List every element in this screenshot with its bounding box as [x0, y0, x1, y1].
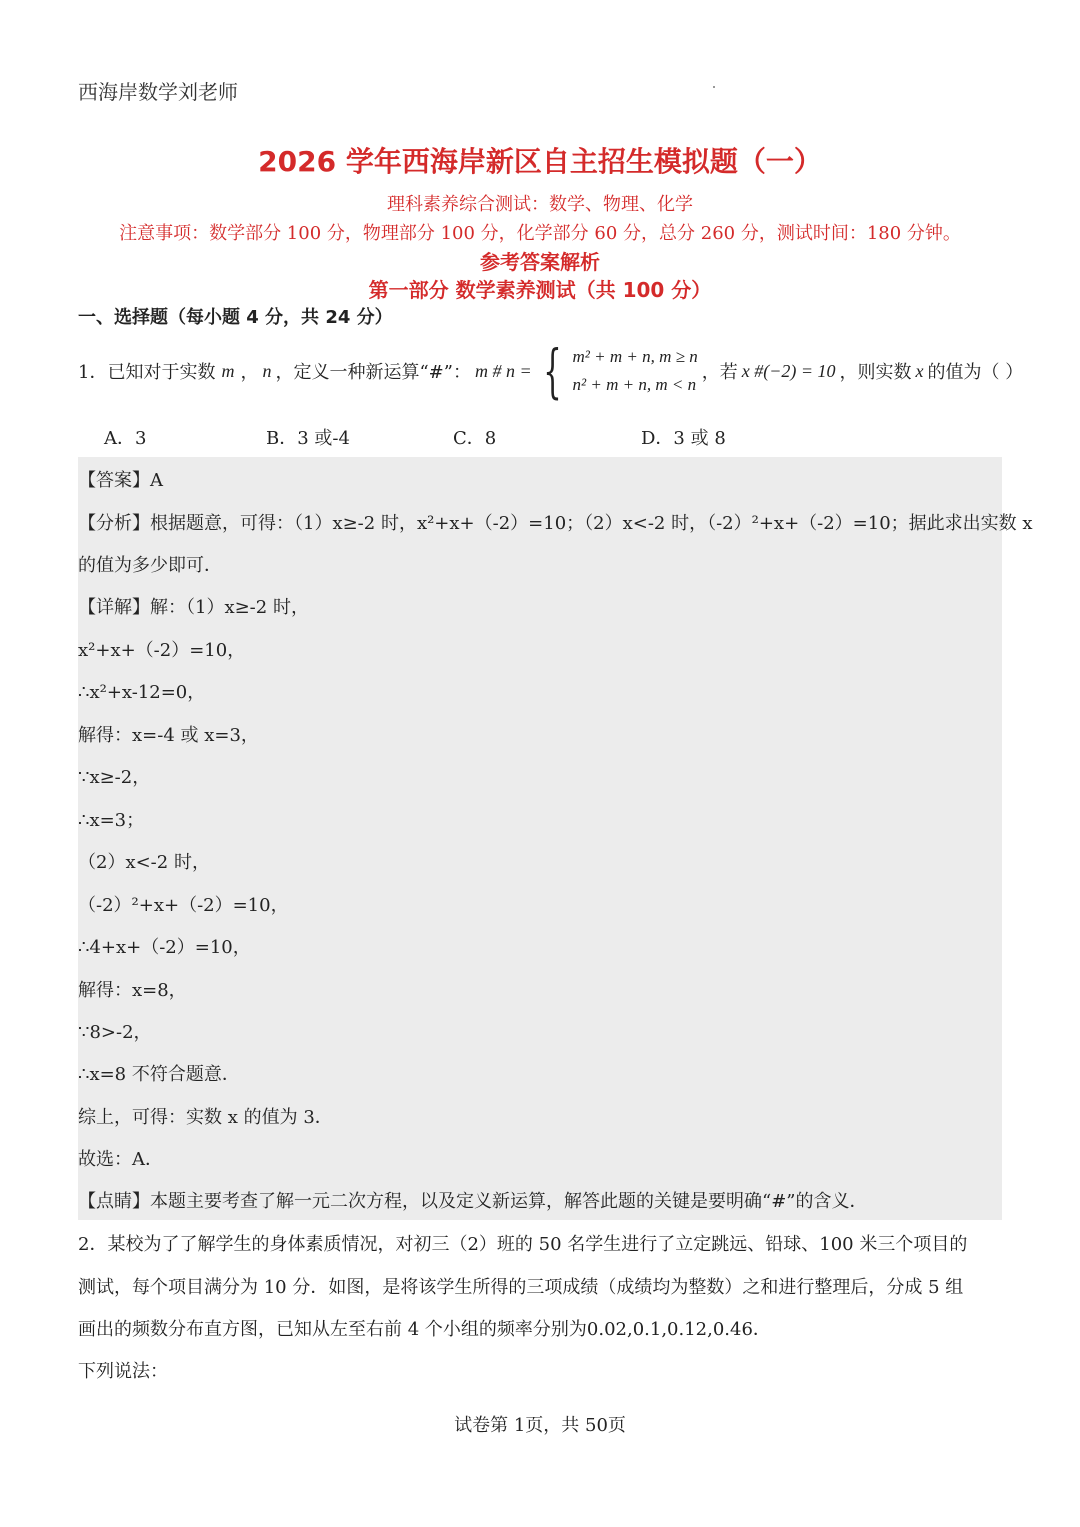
q1-condition: x #(−2) = 10	[741, 360, 836, 381]
option-a: A．3	[104, 428, 147, 449]
exam-notice: 注意事项：数学部分 100 分，物理部分 100 分，化学部分 60 分，总分 260 分，测试时间：180 分钟。	[119, 223, 961, 244]
solution-line: 【点睛】本题主要考查了解一元二次方程，以及定义新运算，解答此题的关键是要明确“#”的含义．	[78, 1191, 868, 1212]
solution-line: 【分析】根据题意，可得：（1）x≥-2 时，x²+x+（-2）=10；（2）x<-2 时，（-2）²+x+（-2）=10；据此求出实数 x	[78, 513, 1033, 534]
answer-title: 参考答案解析	[480, 250, 600, 274]
page-footer: 试卷第 1页，共 50页	[454, 1415, 626, 1436]
question-2-line: 测试，每个项目满分为 10 分．如图，是将该学生所得的三项成绩（成绩均为整数）之和进行整理后，分成 5 组	[78, 1277, 964, 1298]
exam-subtitle: 理科素养综合测试：数学、物理、化学	[387, 194, 693, 215]
solution-line: （2）x<-2 时，	[78, 852, 210, 873]
exam-title: 2026 学年西海岸新区自主招生模拟题（一）	[258, 145, 822, 178]
q1-comma: ，	[240, 362, 259, 383]
solution-line: 解得：x=-4 或 x=3，	[78, 725, 259, 746]
q1-var-n: n	[262, 360, 272, 381]
piecewise-cases	[573, 343, 698, 399]
section-title: 一、选择题（每小题 4 分，共 24 分）	[78, 307, 393, 328]
solution-line: ∴x²+x-12=0，	[78, 682, 206, 703]
brace-symbol: {	[542, 337, 562, 405]
solution-line: 故选：A．	[78, 1149, 163, 1170]
option-b: B．3 或-4	[266, 428, 350, 449]
solution-line: ∴x=3；	[78, 810, 145, 831]
q1-text2: ，定义一种新运算“#”：	[275, 362, 471, 383]
piecewise-definition	[474, 337, 698, 405]
option-c: C．8	[453, 428, 497, 449]
q1-text3: ，若	[701, 362, 738, 383]
question-2-line: 2．某校为了了解学生的身体素质情况，对初三（2）班的 50 名学生进行了立定跳远、铅球、100 米三个项目的	[78, 1234, 968, 1255]
solution-line: ∴4+x+（-2）=10，	[78, 937, 251, 958]
solution-line: ∴x=8 不符合题意．	[78, 1064, 240, 1085]
solution-line: 的值为多少即可．	[78, 555, 222, 576]
solution-line: 解得：x=8，	[78, 980, 187, 1001]
author-header: 西海岸数学刘老师	[78, 80, 238, 104]
solution-line: 【详解】解：（1）x≥-2 时，	[78, 597, 309, 618]
q1-var-m: m	[221, 360, 235, 381]
question-1	[78, 337, 1024, 405]
scan-speck	[713, 86, 715, 88]
option-d: D．3 或 8	[641, 428, 726, 449]
solution-line: x²+x+（-2）=10，	[78, 640, 246, 661]
q1-text4: ，则实数	[839, 362, 912, 383]
solution-line: ∵x≥-2，	[78, 767, 151, 788]
q1-prefix: 1．已知对于实数	[78, 362, 216, 383]
solution-line: （-2）²+x+（-2）=10，	[78, 895, 289, 916]
question-2-line: 下列说法：	[78, 1361, 168, 1382]
case-2: n² + m + n, m < n	[572, 375, 697, 394]
q1-lhs: m # n =	[474, 360, 532, 381]
case-1: m² + m + n, m ≥ n	[572, 347, 698, 366]
part-title: 第一部分 数学素养测试（共 100 分）	[368, 278, 712, 302]
solution-line: 综上，可得：实数 x 的值为 3．	[78, 1107, 333, 1128]
solution-line: 【答案】A	[78, 470, 163, 491]
q1-var-x: x	[915, 360, 924, 381]
question-2-line: 画出的频数分布直方图，已知从左至右前 4 个小组的频率分别为0.02,0.1,0.12,0.46．	[78, 1319, 771, 1340]
q1-text5: 的值为（ ）	[927, 362, 1024, 383]
solution-line: ∵8>-2，	[78, 1022, 152, 1043]
